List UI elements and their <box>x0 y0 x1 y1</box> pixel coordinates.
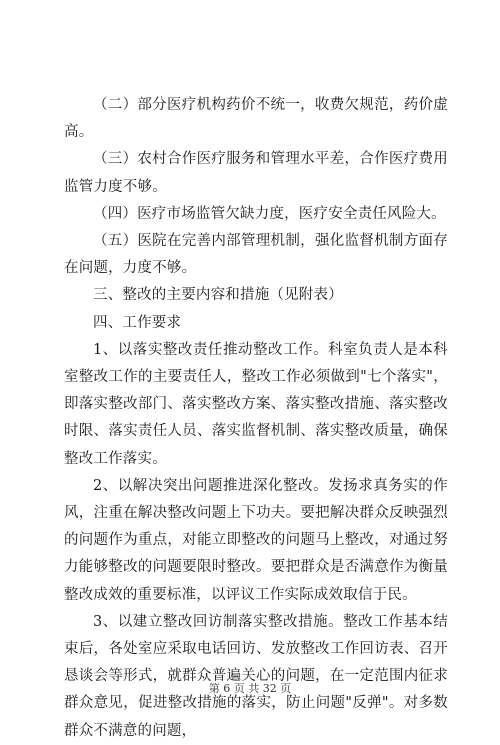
section-heading-requirements: 四、工作要求 <box>93 314 182 331</box>
paragraph-requirement-2: 2、以解决突出问题推进深化整改。发扬求真务实的作风，注重在解决整改问题上下功夫。要把解决群众反映强烈的问题作为重点，对能立即整改的问题马上整改，对通过努力能够整改的问题要限时整改。要把群众是否满意作为衡量整改成效的重要标准，以评议工作实际成效取信于民。 <box>64 477 448 603</box>
paragraph-issue-4: （四）医疗市场监管欠缺力度，医疗安全责任风险大。 <box>93 205 446 222</box>
paragraph-issue-3: （三）农村合作医疗服务和管理水平差，合作医疗费用监管力度不够。 <box>64 151 448 195</box>
document-body <box>64 92 448 745</box>
section-heading-measures: 三、整改的主要内容和措施（见附表） <box>93 287 343 304</box>
page-number-footer: 第 6 页 共 32 页 <box>208 682 292 695</box>
paragraph-issue-5: （五）医院在完善内部管理机制，强化监督机制方面存在问题，力度不够。 <box>64 233 448 277</box>
paragraph-requirement-3: 3、以建立整改回访制落实整改措施。整改工作基本结束后，各处室应采取电话回访、发放整改工作回访表、召开恳谈会等形式，就群众普遍关心的问题，在一定范围内征求群众意见，促进整改措施的落实，防止问题"反弹"。对多数群众不满意的问题， <box>64 613 448 739</box>
paragraph-requirement-1: 1、以落实整改责任推动整改工作。科室负责人是本科室整改工作的主要责任人，整改工作必须做到"七个落实"，即落实整改部门、落实整改方案、落实整改措施、落实整改时限、落实责任人员、落实监督机制、落实整改质量，确保整改工作落实。 <box>64 341 448 467</box>
paragraph-issue-2: （二）部分医疗机构药价不统一，收费欠规范，药价虚高。 <box>64 97 448 141</box>
